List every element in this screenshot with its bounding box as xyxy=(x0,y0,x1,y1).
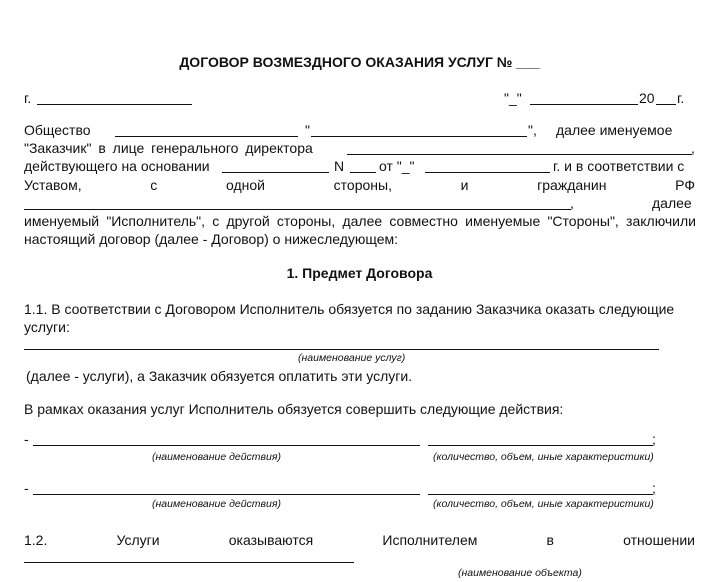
dalee-imenuemoe-text: далее именуемое xyxy=(556,122,673,138)
charter-word: и xyxy=(460,177,469,193)
citizen-name-blank xyxy=(24,209,571,210)
quote-close: ", xyxy=(528,122,537,138)
services-caption: (наименование услуг) xyxy=(298,352,406,364)
basis-blank xyxy=(222,172,329,173)
action-qty-blank xyxy=(428,445,653,446)
clause-1-2-word: отношении xyxy=(623,532,695,548)
executor-line: именуемый "Исполнитель", с другой стороны, далее совместно именуемые "Стороны", заключили xyxy=(24,213,696,229)
date-year-prefix: 20 xyxy=(639,90,655,106)
citizen-comma: , xyxy=(570,195,574,211)
clause-1-1-line2: услуги: xyxy=(24,319,70,335)
charter-line xyxy=(24,177,695,193)
services-payment-line: (далее - услуги), а Заказчик обязуется оплатить эти услуги. xyxy=(26,368,413,384)
company-name-blank xyxy=(311,136,527,137)
action-dash: - xyxy=(24,431,29,447)
number-blank xyxy=(350,172,376,173)
dalee-label: далее xyxy=(652,195,692,211)
services-blank xyxy=(24,349,659,350)
company-form-blank xyxy=(115,136,298,137)
clause-1-1-line1: 1.1. В соответствии с Договором Исполнитель обязуется по заданию Заказчика оказать следующие xyxy=(24,301,675,317)
acting-basis-label: действующего на основании xyxy=(24,158,210,174)
document-title: ДОГОВОР ВОЗМЕЗДНОГО ОКАЗАНИЯ УСЛУГ № ___ xyxy=(179,54,540,70)
clause-1-2-word: 1.2. xyxy=(24,532,48,548)
quote-open: " xyxy=(305,122,310,138)
date-year-blank xyxy=(656,104,676,105)
city-blank xyxy=(37,104,192,105)
charter-word: с xyxy=(150,177,158,193)
charter-word: гражданин xyxy=(537,177,607,193)
section-heading: 1. Предмет Договора xyxy=(286,265,433,281)
action-qty-caption: (количество, объем, иные характеристики) xyxy=(433,451,654,463)
city-prefix: г. xyxy=(24,90,32,106)
action-qty-blank xyxy=(428,494,653,495)
object-caption: (наименование объекта) xyxy=(458,567,582,579)
in-accordance-label: г. и в соответствии с xyxy=(553,158,685,174)
company-label: Общество xyxy=(24,122,91,138)
action-name-caption: (наименование действия) xyxy=(152,498,281,510)
date-month-blank xyxy=(530,104,638,105)
zakazchik-line: "Заказчик" в лице генерального директора xyxy=(24,140,313,156)
from-date-blank xyxy=(425,172,550,173)
date-year-suffix: г. xyxy=(677,90,685,106)
action-name-blank xyxy=(33,494,420,495)
clause-1-2-line xyxy=(24,532,695,548)
number-label: N xyxy=(334,158,345,174)
clause-1-2-word: в xyxy=(546,532,554,548)
actions-intro: В рамках оказания услуг Исполнитель обязуется совершить следующие действия: xyxy=(24,401,564,417)
agreement-line: настоящий договор (далее - Договор) о нижеследующем: xyxy=(24,231,399,247)
clause-1-2-word: Исполнителем xyxy=(382,532,478,548)
action-name-caption: (наименование действия) xyxy=(152,451,281,463)
charter-word: Уставом, xyxy=(24,177,82,193)
action-semicolon: ; xyxy=(652,431,656,447)
dalee-imenuemoe xyxy=(556,122,695,138)
action-qty-caption: (количество, объем, иные характеристики) xyxy=(433,498,654,510)
date-day-quote: "_" xyxy=(504,90,522,106)
object-blank xyxy=(24,562,354,563)
action-semicolon: ; xyxy=(652,480,656,496)
clause-1-2-word: Услуги xyxy=(116,532,160,548)
charter-word: РФ xyxy=(675,177,695,193)
charter-word: одной xyxy=(225,177,265,193)
from-date-label: от "_" xyxy=(379,158,415,174)
clause-1-2-word: оказываются xyxy=(228,532,314,548)
action-dash: - xyxy=(24,480,29,496)
action-name-blank xyxy=(33,445,420,446)
director-name-blank xyxy=(347,154,692,155)
director-comma: , xyxy=(691,140,695,156)
charter-word: стороны, xyxy=(333,177,392,193)
